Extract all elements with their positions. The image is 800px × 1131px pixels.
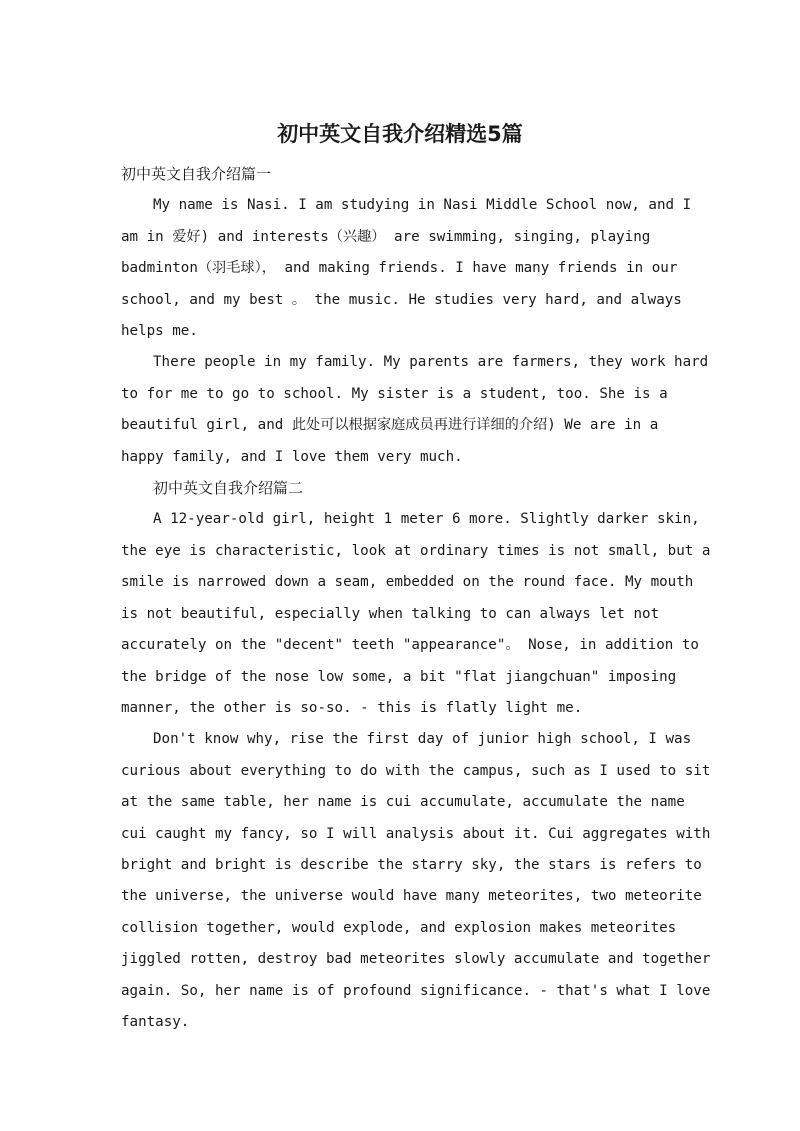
text-line: cui caught my fancy, so I will analysis about it. Cui aggregates with (121, 825, 711, 842)
text-line: helps me. (121, 323, 198, 340)
text-line: bright and bright is describe the starry sky, the stars is refers to (121, 856, 702, 873)
text-line: the universe, the universe would have many meteorites, two meteorite (121, 888, 702, 905)
text-line: A 12-year-old girl, height 1 meter 6 more. Slightly darker skin, (153, 511, 700, 528)
text-line: curious about everything to do with the campus, such as I used to sit (121, 762, 711, 779)
paragraph (121, 504, 711, 724)
text-line: school, and my best 。 the music. He studies very hard, and always (121, 291, 682, 308)
paragraph (121, 724, 711, 1038)
text-line: beautiful girl, and 此处可以根据家庭成员再进行详细的介绍) We are in a (121, 417, 659, 434)
text-line: My name is Nasi. I am studying in Nasi Middle School now, and I (153, 197, 692, 214)
text-line: the eye is characteristic, look at ordinary times is not small, but a (121, 542, 711, 559)
text-line: collision together, would explode, and explosion makes meteorites (121, 919, 677, 936)
text-line: jiggled rotten, destroy bad meteorites slowly accumulate and together (121, 951, 711, 968)
document-title: 初中英文自我介绍精选5篇 (277, 122, 523, 146)
text-line: smile is narrowed down a seam, embedded on the round face. My mouth (121, 574, 694, 591)
section-heading-2: 初中英文自我介绍篇二 (153, 479, 304, 498)
text-line: accurately on the "decent" teeth "appearance"。 Nose, in addition to (121, 637, 699, 654)
text-line: at the same table, her name is cui accumulate, accumulate the name (121, 794, 685, 811)
text-line: again. So, her name is of profound significance. - that's what I love (121, 982, 711, 999)
text-line: fantasy. (121, 1013, 190, 1030)
text-line: happy family, and I love them very much. (121, 448, 463, 465)
text-line: There people in my family. My parents are farmers, they work hard (153, 354, 709, 371)
text-line: Don't know why, rise the first day of junior high school, I was (153, 731, 692, 748)
paragraph (121, 347, 709, 473)
text-line: to for me to go to school. My sister is a student, too. She is a (121, 385, 668, 402)
text-line: am in 爱好) and interests（兴趣） are swimming, singing, playing (121, 228, 651, 245)
paragraph (121, 190, 692, 347)
text-line: manner, the other is so-so. - this is flatly light me. (121, 699, 583, 716)
text-line: is not beautiful, especially when talking to can always let not (121, 605, 660, 622)
document-body (121, 159, 711, 1038)
text-line: badminton（羽毛球）， and making friends. I have many friends in our (121, 260, 678, 277)
section-heading-1: 初中英文自我介绍篇一 (121, 165, 272, 183)
text-line: the bridge of the nose low some, a bit "flat jiangchuan" imposing (121, 668, 677, 685)
